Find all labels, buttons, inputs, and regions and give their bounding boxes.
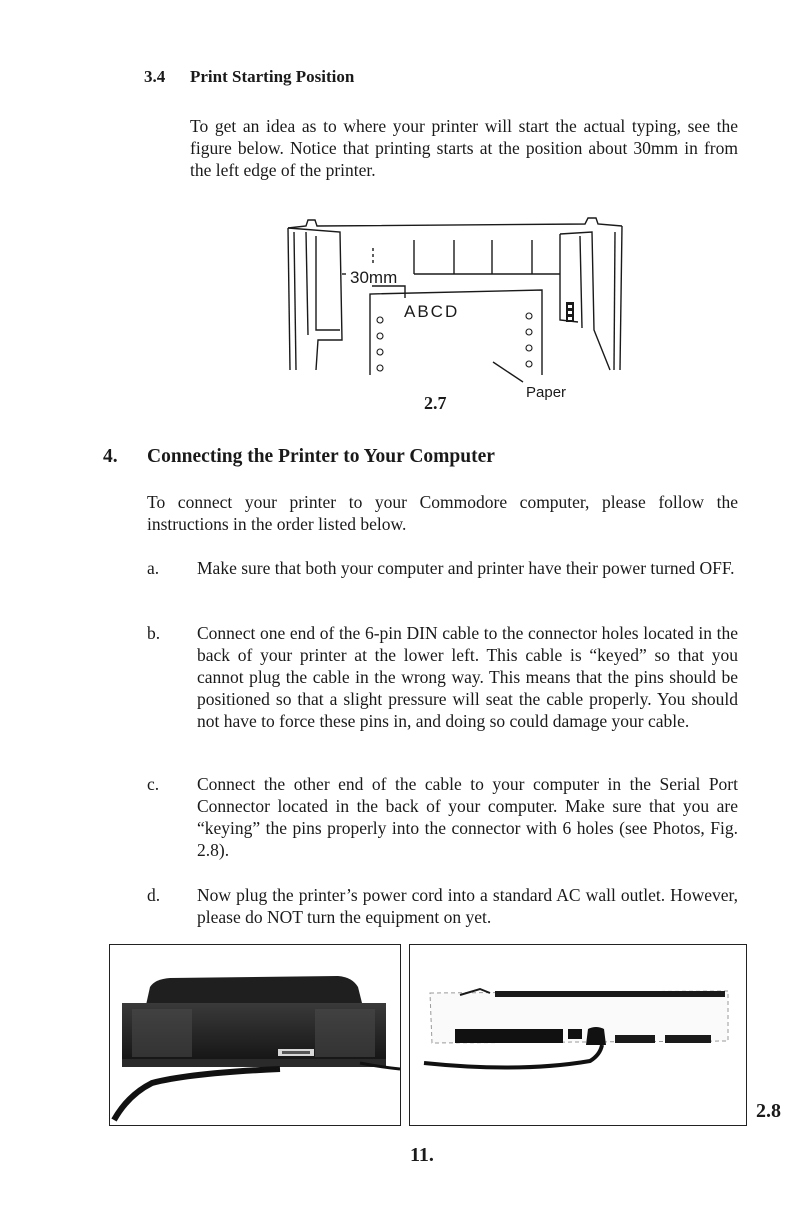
section-3-4-number: 3.4 <box>144 67 166 86</box>
section-4-number: 4. <box>103 446 118 467</box>
dimension-label: 30mm <box>350 268 398 287</box>
printer-diagram-figure <box>280 210 630 425</box>
step-text: Now plug the printer’s power cord into a standard AC wall outlet. However, please do NOT turn the equipment on yet. <box>197 885 738 927</box>
step-text: Connect one end of the 6-pin DIN cable to the connector holes located in the back of your printer at the lower left. This cable is “keyed” so that you cannot plug the cable in the wrong way. This means that the pins should be positioned so that a slight pressure will seat the cable properly. You should not have to force these pins in, and doing so could damage your cable. <box>197 623 738 731</box>
figure-2-8-label: 2.8 <box>756 1100 781 1122</box>
step-marker: a. <box>147 558 160 578</box>
step-text: Make sure that both your computer and printer have their power turned OFF. <box>197 558 735 578</box>
step-marker: b. <box>147 623 161 643</box>
printer-photo-image <box>110 945 400 1125</box>
step-marker: d. <box>147 885 161 905</box>
page-number: 11. <box>410 1144 434 1166</box>
section-4-title: Connecting the Printer to Your Computer <box>147 446 495 467</box>
step-marker: c. <box>147 774 160 794</box>
section-3-4-body: To get an idea as to where your printer will start the actual typing, see the figure below. Notice that printing starts at the position about 30mm in from the left edge of the printer. <box>190 116 738 180</box>
computer-connector-image <box>410 945 746 1125</box>
figure-2-7-label: 2.7 <box>424 393 447 413</box>
paper-label: Paper <box>526 384 567 401</box>
sample-print-text: ABCD <box>404 302 460 321</box>
printer-photo <box>109 944 401 1126</box>
step-text: Connect the other end of the cable to your computer in the Serial Port Connector located in the back of your computer. Make sure that you are “keying” the pins properly into the connector with 6 holes (see Photos, Fig. 2.8). <box>197 774 738 860</box>
computer-connector-photo <box>409 944 747 1126</box>
section-3-4-title: Print Starting Position <box>190 67 355 86</box>
section-4-intro: To connect your printer to your Commodore computer, please follow the instructions in the order listed below. <box>147 492 738 534</box>
